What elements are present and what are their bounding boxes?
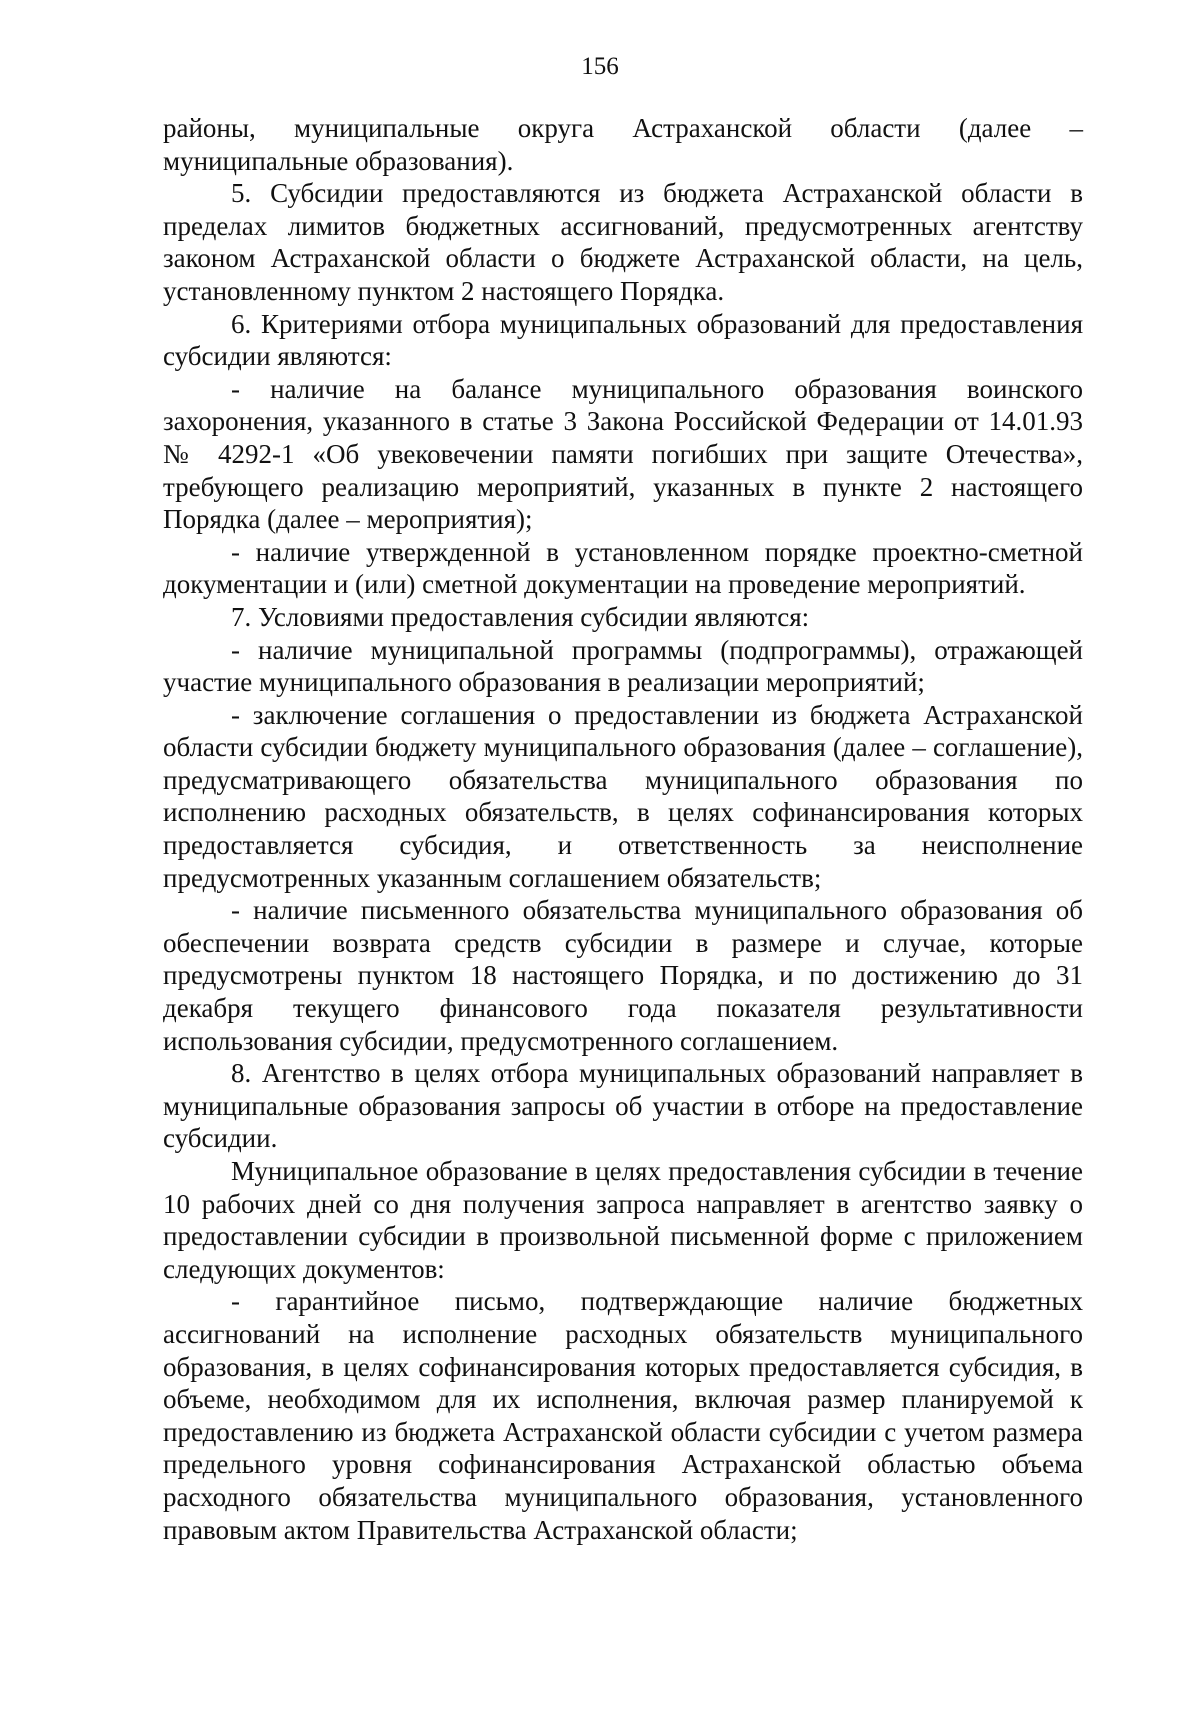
paragraph: - наличие муниципальной программы (подпрограммы), отражающей участие муниципального образования в реализации мероприятий; (163, 634, 1083, 698)
paragraph: Муниципальное образование в целях предоставления субсидии в течение 10 рабочих дней со дня получения запроса направляет в агентство заявку о предоставлении субсидии в произвольной письменной форме с приложением следующих документов: (163, 1156, 1083, 1284)
paragraph: 5. Субсидии предоставляются из бюджета Астраханской области в пределах лимитов бюджетных ассигнований, предусмотренных агентству законом Астраханской области о бюджете Астраханской области, на цель, установленному пунктом 2 настоящего Порядка. (163, 178, 1083, 306)
paragraph: 6. Критериями отбора муниципальных образований для предоставления субсидии являются: (163, 308, 1083, 372)
paragraph: - заключение соглашения о предоставлении из бюджета Астраханской области субсидии бюджету муниципального образования (далее – соглашение), предусматривающего обязательства муниципального образования по исполнению расходных обязательств, в целях софинансирования которых предоставляется субсидия, и ответственность за неисполнение предусмотренных указанным соглашением обязательств; (163, 699, 1083, 893)
paragraph: 7. Условиями предоставления субсидии являются: (231, 601, 810, 632)
paragraph: - гарантийное письмо, подтверждающие наличие бюджетных ассигнований на исполнение расходных обязательств муниципального образования, в целях софинансирования которых предоставляется субсидия, в объеме, необходимом для их исполнения, включая размер планируемой к предоставлению из бюджета Астраханской области субсидии с учетом размера предельного уровня софинансирования Астраханской областью объема расходного обязательства муниципального образования, установленного правовым актом Правительства Астраханской области; (163, 1286, 1083, 1545)
document-body (163, 112, 1083, 1546)
paragraph: 8. Агентство в целях отбора муниципальных образований направляет в муниципальные образования запросы об участии в отборе на предоставление субсидии. (163, 1058, 1083, 1154)
paragraph: - наличие утвержденной в установленном порядке проектно-сметной документации и (или) сметной документации на проведение мероприятий. (163, 536, 1083, 600)
paragraph: - наличие письменного обязательства муниципального образования об обеспечении возврата средств субсидии в размере и случае, которые предусмотрены пунктом 18 настоящего Порядка, и по достижению до 31 декабря текущего финансового года показателя результативности использования субсидии, предусмотренного соглашением. (163, 895, 1083, 1056)
paragraph: - наличие на балансе муниципального образования воинского захоронения, указанного в статье 3 Закона Российской Федерации от 14.01.93 № 4292-1 «Об увековечении памяти погибших при защите Отечества», требующего реализацию мероприятий, указанных в пункте 2 настоящего Порядка (далее – мероприятия); (163, 373, 1083, 535)
paragraph: районы, муниципальные округа Астраханской области (далее – муниципальные образования). (163, 113, 1083, 176)
page-number: 156 (581, 53, 619, 80)
